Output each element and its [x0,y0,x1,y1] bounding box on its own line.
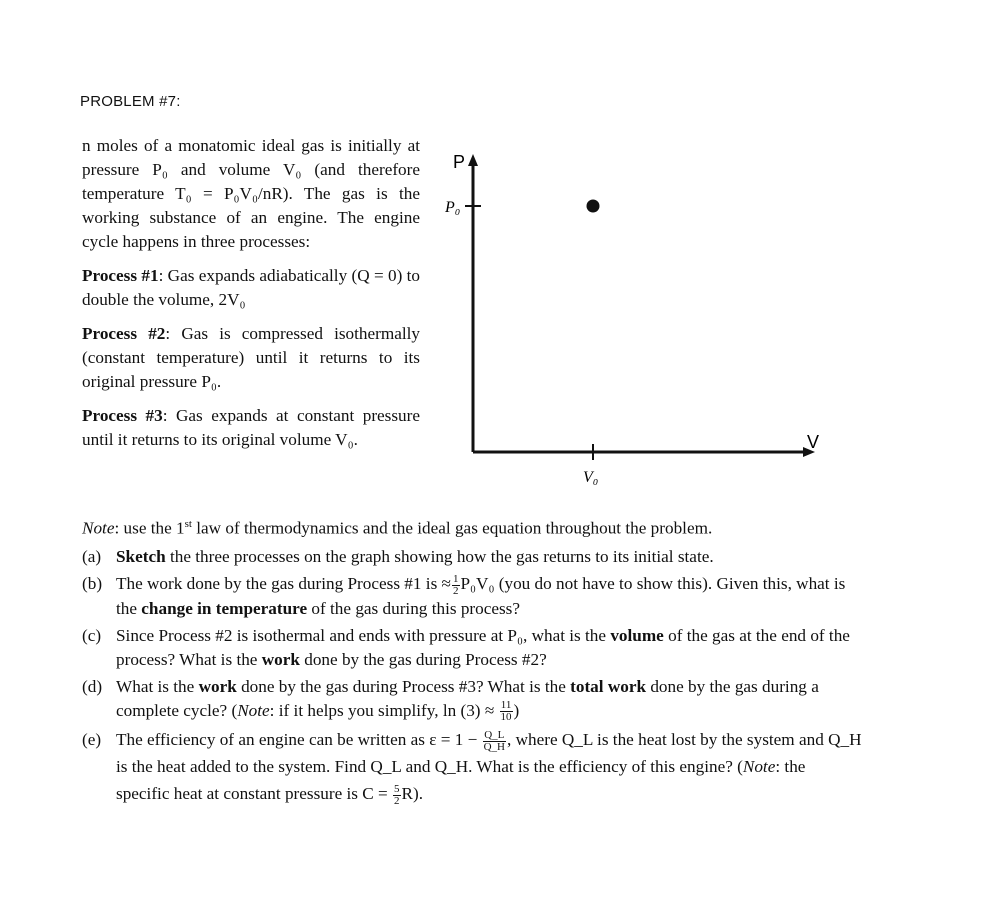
problem-intro [82,134,420,462]
part-e [82,726,862,807]
problem-title: PROBLEM #7: [80,93,181,110]
part-d-frac-den: 10 [500,711,512,724]
part-a-text: the three processes on the graph showing how the gas returns to its initial state. [165,547,714,566]
part-d-bold-1: work [198,676,237,696]
process-1-paragraph [82,264,420,312]
part-d-text-3: done by the gas during a complete cycle? ( [116,676,819,720]
x-axis-label: V [807,432,820,452]
part-d-bold-2: total work [570,676,647,696]
part-b-frac-num: 1 [453,572,459,585]
part-c [82,624,862,672]
process-2-paragraph [82,322,420,394]
part-d [82,675,862,724]
part-a-tag: (a) [82,547,102,566]
part-e-text-4: R). [401,784,423,804]
process-2-text: : Gas is compressed isothermally (constant temperature) until it returns to its original pressure P₀. [82,324,421,391]
part-e-text-3: : the specific heat at constant pressure is C = [116,757,806,804]
process-3-paragraph [82,404,420,452]
initial-state-point [587,200,600,213]
part-b-fraction [452,574,460,597]
process-2-label: Process #2 [82,324,166,343]
part-d-tag: (d) [82,676,103,696]
part-d-frac-num: 11 [500,699,512,712]
part-e-text-1: The efficiency of an engine can be written as ε = 1 − [116,730,482,750]
v0-tick-label: V₀ [583,469,599,486]
part-b-text-1: The work done by the gas during Process #1 is ≈ [116,574,451,593]
part-e-tag: (e) [82,730,102,750]
part-e-note: Note [742,757,776,777]
part-d-text-4: : if it helps you simplify, ln (3) ≈ [269,700,499,720]
part-e-text-2: , where Q_L is the heat lost by the system and Q_H is the heat added to the system. Find Q_L and Q_H. What is the efficiency of this engine? ( [116,730,862,777]
process-3-label: Process #3 [82,406,163,425]
pv-graph [435,140,835,500]
part-d-fraction [500,700,513,723]
part-e-frac-num: Q_L [484,728,505,741]
part-e-cp-num: 5 [394,782,400,795]
process-1-label: Process #1 [82,266,159,285]
note-label: Note [82,518,115,538]
part-b-tag: (b) [82,574,103,593]
setup-paragraph: n moles of a monatomic ideal gas is initially at pressure P₀ and volume V₀ (and therefore temperature T₀ = P₀V₀/nR). The gas is the working substance of an engine. The engine cycle happens in three processes: [82,136,420,251]
y-axis-label: P [453,152,466,172]
part-e-efficiency-fraction [483,730,506,753]
note-text-after: law of thermodynamics and the ideal gas equation throughout the problem. [191,518,713,538]
part-d-note: Note [237,700,270,720]
part-e-frac-den: Q_H [483,740,505,753]
part-b-text-2: P₀V₀ (you do not have to show this). Given this, what is the [116,574,846,618]
part-c-tag: (c) [82,625,102,645]
part-c-bold-1: volume [610,625,664,645]
part-b-bold: change in temperature [141,598,308,618]
note-line [82,512,862,541]
part-d-text-1: What is the [116,676,199,696]
question-parts [82,545,862,807]
part-e-cp-fraction [393,784,401,807]
part-b-text-3: of the gas during this process? [307,598,520,618]
process-3-text: : Gas expands at constant pressure until it returns to its original volume V₀. [82,406,420,449]
part-c-text-2: of the gas at the end of the process? What is the [116,625,850,669]
part-c-bold-2: work [261,649,300,669]
y-axis-arrowhead [468,154,478,166]
part-a [82,545,862,569]
part-d-text-5: ) [513,700,520,720]
note-sup: st [184,518,192,530]
part-c-text-1: Since Process #2 is isothermal and ends with pressure at P₀, what is the [116,625,611,645]
part-a-bold: Sketch [116,547,166,566]
note-text-before: : use the 1 [114,518,185,538]
part-b [82,572,862,621]
part-b-frac-den: 2 [453,584,459,597]
p0-tick-label: P₀ [445,199,461,216]
process-1-text: : Gas expands adiabatically (Q = 0) to double the volume, 2V₀ [82,266,420,309]
part-d-text-2: done by the gas during Process #3? What is the [236,676,571,696]
part-e-cp-den: 2 [394,794,400,807]
part-c-text-3: done by the gas during Process #2? [299,649,547,669]
